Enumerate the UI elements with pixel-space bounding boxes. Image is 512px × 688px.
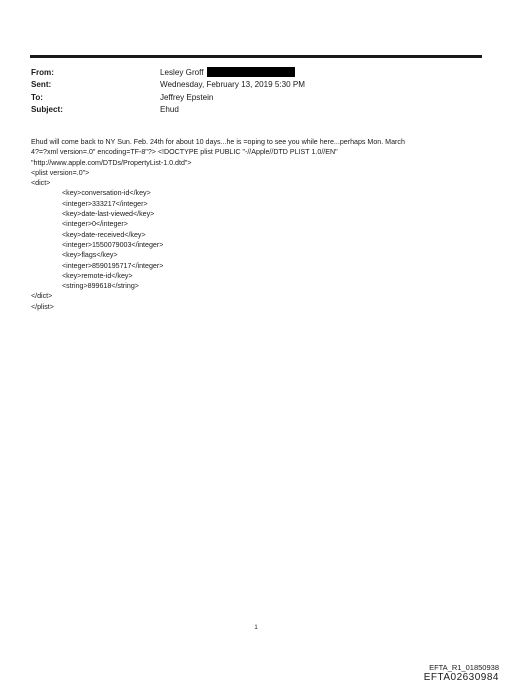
from-name: Lesley Groff	[160, 68, 204, 77]
dict-line: <key>date-received</key>	[62, 230, 146, 239]
dict-line: <integer>1550079003</integer>	[62, 240, 164, 249]
sent-label: Sent:	[31, 80, 52, 90]
to-label: To:	[31, 92, 43, 102]
dict-line: <integer>333217</integer>	[62, 199, 148, 208]
dict-line: <key>date-last-viewed</key>	[62, 210, 155, 219]
to-row	[31, 92, 481, 104]
body-line: Ehud will come back to NY Sun. Feb. 24th for about 10 days...he is =oping to see you while here...perhaps Mon. March	[31, 138, 405, 146]
page-number: 1	[254, 625, 258, 631]
redaction-box	[207, 67, 295, 77]
header-rule	[30, 55, 482, 58]
body-line: "http://www.apple.com/DTDs/PropertyList-1.0.dtd">	[31, 158, 192, 167]
dict-line: <key>flags</key>	[62, 251, 118, 260]
from-row	[31, 67, 481, 79]
email-header	[31, 67, 481, 116]
body-line: <plist version=.0">	[31, 168, 90, 177]
from-label: From:	[31, 68, 54, 77]
dict-line: <integer>0</integer>	[62, 220, 128, 229]
subject-label: Subject:	[31, 104, 63, 114]
dict-line: <integer>8590195717</integer>	[62, 261, 164, 270]
closing-line: </dict>	[31, 292, 53, 301]
bates-stamp-secondary: EFTA02630984	[423, 672, 499, 683]
body-line: 4?=?xml version=.0" encoding=TF-8"?> <!DOCTYPE plist PUBLIC "-//Apple//DTD PLIST 1.0//EN"	[31, 148, 338, 157]
dict-line: <string>899618</string>	[62, 282, 139, 291]
subject-row	[31, 104, 481, 116]
body-line: <dict>	[31, 179, 51, 188]
email-body	[31, 137, 481, 312]
bates-stamp-primary: EFTA_R1_01850938	[429, 663, 499, 672]
sent-row	[31, 79, 481, 91]
from-value	[160, 67, 481, 79]
subject-value: Ehud	[160, 104, 179, 114]
to-value: Jeffrey Epstein	[160, 92, 214, 102]
sent-value: Wednesday, February 13, 2019 5:30 PM	[160, 80, 306, 90]
dict-line: <key>remote-id</key>	[62, 271, 133, 280]
dict-line: <key>conversation-id</key>	[62, 189, 151, 198]
closing-line: </plist>	[31, 302, 54, 311]
